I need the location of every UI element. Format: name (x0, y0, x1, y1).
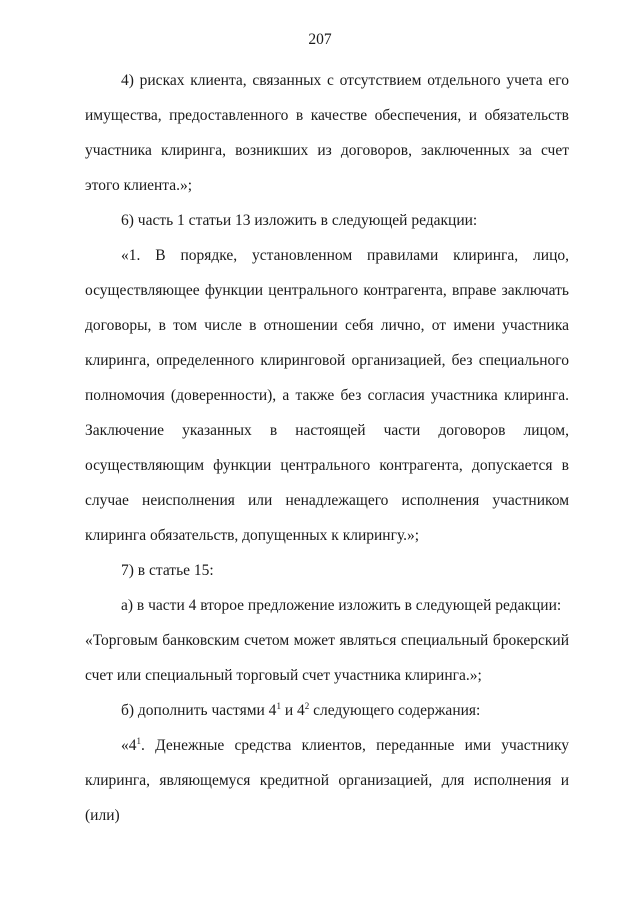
paragraph-article-15-intro: 7) в статье 15: (121, 562, 214, 579)
paragraph-trading-account: «Торговым банковским счетом может являться специальный брокерский счет или специальный торговый счет участника клиринга.»; (85, 632, 569, 684)
paragraph-part-4-1-number: «4 (121, 737, 137, 754)
paragraph-part-4-1 (85, 728, 569, 833)
paragraph-add-parts (85, 693, 569, 728)
paragraph-client-risks: 4) рисках клиента, связанных с отсутствием отдельного учета его имущества, предоставленного в качестве обеспечения, и обязательств участника клиринга, возникших из договоров, заключенных за счет этого клиента.»; (85, 72, 569, 194)
paragraph-add-parts-text: следующего содержания: (309, 702, 481, 719)
document-body (85, 63, 569, 833)
page-number: 207 (308, 31, 332, 48)
paragraph-part-4-1-text: . Денежные средства клиентов, переданные ими участнику клиринга, являющемуся кредитной организацией, для исполнения и (или) (85, 737, 569, 824)
paragraph-article-13-text: «1. В порядке, установленном правилами клиринга, лицо, осуществляющее функции центрального контрагента, вправе заключать договоры, в том числе в отношении себя лично, от имени участника клиринга, определенного клиринговой организацией, без специального полномочия (доверенности), а также без согласия участника клиринга. Заключение указанных в настоящей части договоров лицом, осуществляющим функции центрального контрагента, допускается в случае неисполнения или ненадлежащего исполнения участником клиринга обязательств, допущенных к клирингу.»; (85, 247, 569, 544)
superscript-part-1: 1 (276, 701, 281, 711)
paragraph-add-parts-text: и 4 (280, 702, 305, 719)
paragraph-part-4-amendment: а) в части 4 второе предложение изложить в следующей редакции: (121, 597, 562, 614)
superscript-part-1: 1 (136, 736, 141, 746)
superscript-part-2: 2 (304, 701, 310, 711)
paragraph-article-13-intro: 6) часть 1 статьи 13 изложить в следующей редакции: (121, 212, 478, 229)
paragraph-add-parts-text: б) дополнить частями 4 (121, 702, 277, 719)
